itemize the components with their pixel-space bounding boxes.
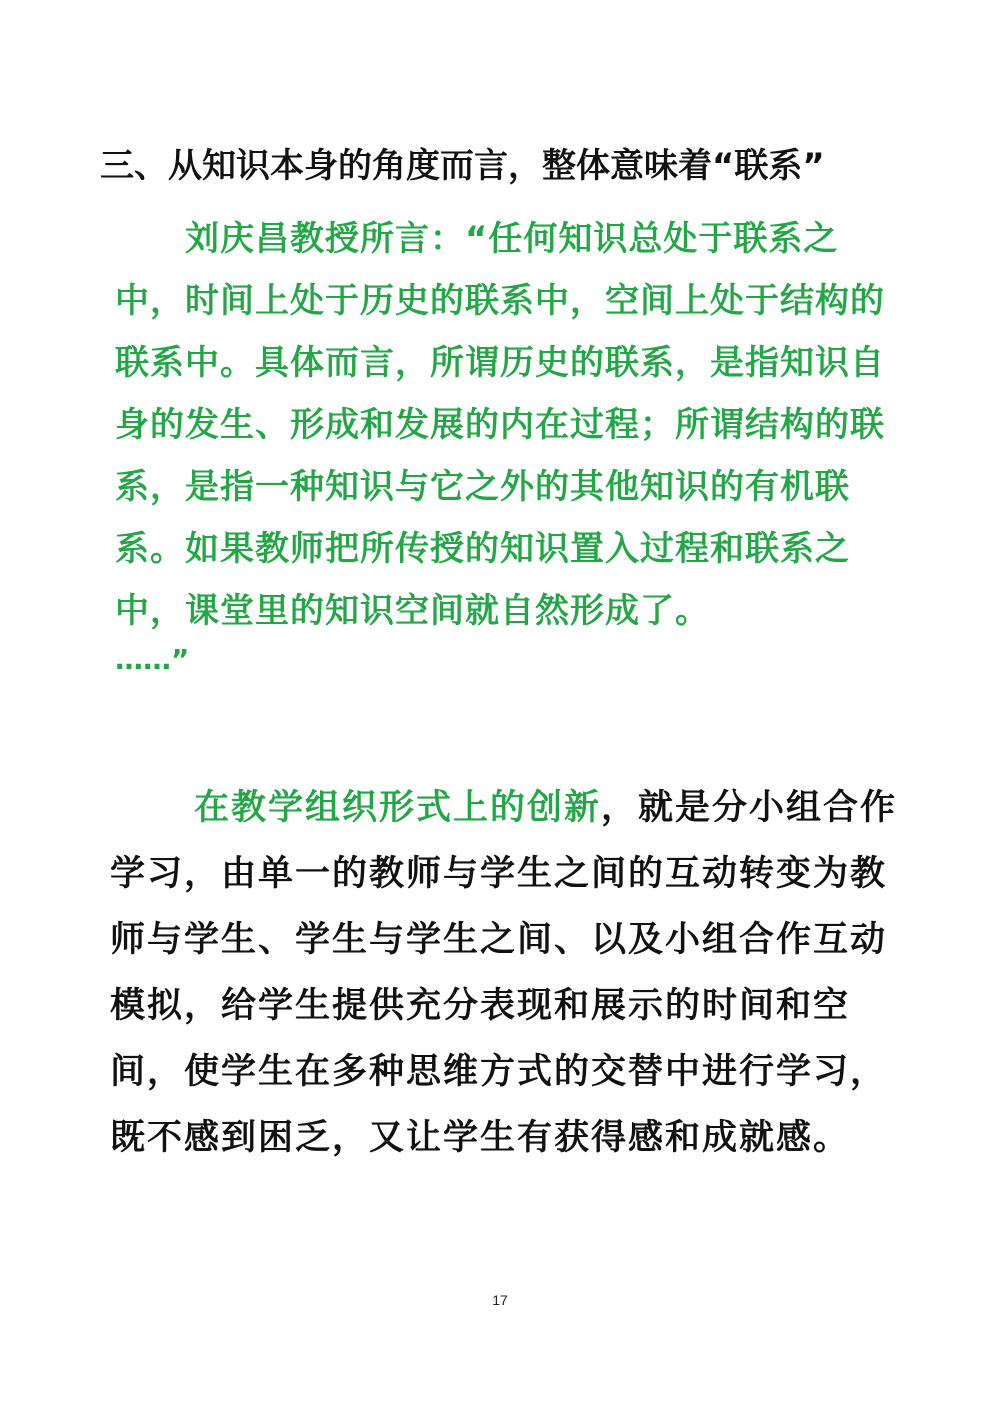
section-heading: 三、从知识本身的角度而言，整体意味着“联系” [100, 146, 825, 186]
paragraph-text: ，就是分小组合作学习，由单一的教师与学生之间的互动转变为教师与学生、学生与学生之间、以及小组合作互动模拟，给学生提供充分表现和展示的时间和空间，使学生在多种思维方式的交替中进行学习，既不感到困乏，又让学生有获得感和成就感。 [110, 788, 898, 1158]
quote-ending: ……” [115, 643, 190, 676]
quote-paragraph: 刘庆昌教授所言：“任何知识总处于联系之中，时间上处于历史的联系中，空间上处于结构的联系中。具体而言，所谓历史的联系，是指知识自身的发生、形成和发展的内在过程；所谓结构的联系，是指一种知识与它之外的其他知识的有机联系。如果教师把所传授的知识置入过程和联系之中，课堂里的知识空间就自然形成了。 [115, 219, 885, 631]
body-paragraph [110, 775, 900, 1171]
page-number: 17 [492, 1292, 508, 1308]
highlighted-phrase: 在教学组织形式上的创新 [194, 788, 602, 828]
